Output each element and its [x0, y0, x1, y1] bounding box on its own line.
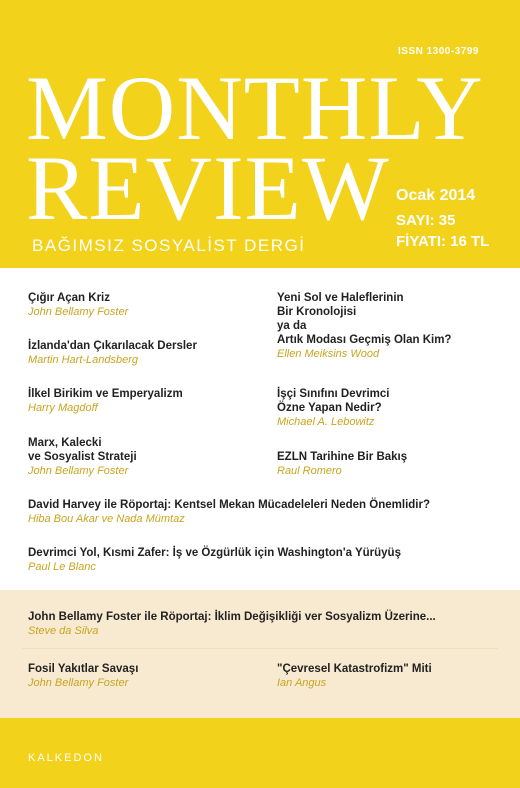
- article-left-2: [28, 339, 197, 367]
- article-title: İlkel Birikim ve Emperyalizm: [28, 388, 183, 400]
- article-title-line: ya da: [277, 320, 307, 332]
- article-author: John Bellamy Foster: [28, 465, 129, 477]
- article-right-3: [277, 450, 407, 478]
- publisher-logo: KALKEDON: [28, 752, 104, 764]
- article-title: EZLN Tarihine Bir Bakış: [277, 451, 408, 463]
- article-author: John Bellamy Foster: [28, 306, 129, 318]
- article-title: Devrimci Yol, Kısmi Zafer: İş ve Özgürlük için Washington'a Yürüyüş: [28, 547, 401, 559]
- article-title: Fosil Yakıtlar Savaşı: [28, 663, 139, 675]
- article-left-3: [28, 387, 183, 415]
- article-title-line: Yeni Sol ve Haleflerinin: [277, 292, 404, 304]
- article-featured-3: [277, 662, 432, 690]
- article-left-1: [28, 291, 128, 319]
- article-title: David Harvey ile Röportaj: Kentsel Mekan Mücadeleleri Neden Önemlidir?: [28, 499, 430, 511]
- article-title: "Çevresel Katastrofizm" Miti: [277, 663, 432, 675]
- article-title-line: ve Sosyalist Strateji: [28, 451, 137, 463]
- article-right-2: [277, 387, 389, 429]
- article-title-line: Artık Modası Geçmiş Olan Kim?: [277, 334, 452, 346]
- article-author: John Bellamy Foster: [28, 677, 129, 689]
- article-title-line: Marx, Kalecki: [28, 437, 102, 449]
- article-author: Raul Romero: [277, 465, 342, 477]
- issn-number: ISSN 1300-3799: [398, 46, 479, 57]
- article-title-line: Özne Yapan Nedir?: [277, 402, 382, 414]
- article-featured-1: [28, 610, 436, 638]
- article-author: Martin Hart-Landsberg: [28, 354, 139, 366]
- article-title: John Bellamy Foster ile Röportaj: İklim Değişikliği ver Sosyalizm Üzerine...: [28, 611, 436, 623]
- masthead-line1: MONTHLY: [26, 57, 484, 159]
- article-wide-1: [28, 498, 430, 526]
- section-divider: [22, 648, 498, 649]
- article-author: Ellen Meiksins Wood: [277, 348, 380, 360]
- article-title-line: Bir Kronolojisi: [277, 306, 357, 318]
- article-featured-2: [28, 662, 138, 690]
- article-author: Harry Magdoff: [28, 402, 98, 414]
- cover-header: [0, 0, 520, 268]
- article-title-line: İşçi Sınıfını Devrimci: [277, 388, 390, 400]
- issue-price: FİYATI: 16 TL: [396, 233, 490, 250]
- issue-number: SAYI: 35: [396, 212, 456, 229]
- article-author: Ian Angus: [277, 677, 327, 689]
- article-author: Steve da Silva: [28, 625, 99, 637]
- article-left-4: [28, 436, 137, 478]
- issue-date: Ocak 2014: [396, 187, 476, 204]
- article-author: Hiba Bou Akar ve Nada Mümtaz: [28, 513, 185, 525]
- article-title: İzlanda'dan Çıkarılacak Dersler: [28, 340, 197, 352]
- subtitle: BAĞIMSIZ SOSYALİST DERGİ: [32, 236, 306, 255]
- article-title: Çığır Açan Kriz: [28, 292, 111, 304]
- article-wide-2: [28, 546, 401, 574]
- article-right-1: [277, 291, 451, 361]
- article-author: Paul Le Blanc: [28, 561, 96, 573]
- article-author: Michael A. Lebowitz: [277, 416, 375, 428]
- masthead-line2: REVIEW: [26, 137, 390, 239]
